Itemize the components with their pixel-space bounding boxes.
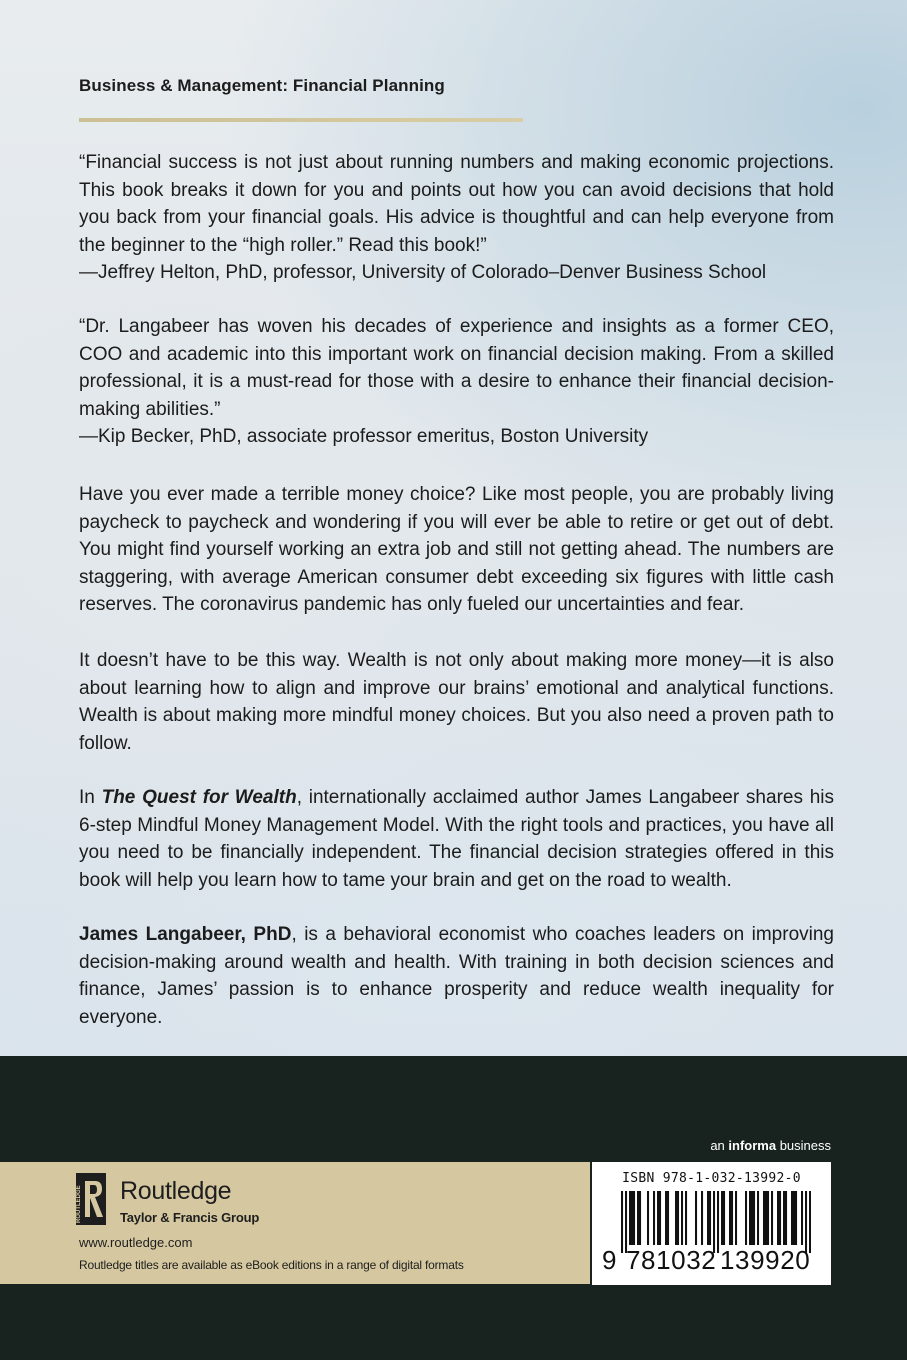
isbn-label: ISBN 978-1-032-13992-0 xyxy=(622,1171,801,1186)
description-paragraph-2 xyxy=(79,647,834,757)
text-prefix: In xyxy=(79,787,102,808)
gold-rule-divider xyxy=(79,118,523,122)
bio-text xyxy=(79,921,834,1031)
informa-business-tag xyxy=(710,1138,831,1153)
publisher-group: Taylor & Francis Group xyxy=(120,1210,260,1225)
barcode-bar xyxy=(631,1191,633,1245)
barcode-bar xyxy=(809,1191,811,1253)
author-name: James Langabeer, PhD xyxy=(79,924,292,945)
barcode-bar xyxy=(763,1191,765,1245)
barcode-bar xyxy=(777,1191,779,1245)
barcode-digits-right: 139920 xyxy=(720,1245,811,1275)
quote-attribution: —Jeffrey Helton, PhD, professor, University of Colorado–Denver Business School xyxy=(79,262,767,283)
barcode-bar xyxy=(765,1191,767,1245)
endorsement-quote-2 xyxy=(79,313,834,451)
subject-category: Business & Management: Financial Planning xyxy=(79,76,445,95)
publisher-url[interactable]: www.routledge.com xyxy=(79,1235,193,1250)
barcode-bar xyxy=(665,1191,667,1245)
description-paragraph-3 xyxy=(79,784,834,894)
barcode-bar xyxy=(701,1191,703,1245)
barcode-bars xyxy=(621,1191,811,1253)
informa-brand: informa xyxy=(728,1138,777,1153)
barcode-bar xyxy=(779,1191,781,1245)
barcode-bar xyxy=(731,1191,733,1245)
barcode-bar xyxy=(749,1191,751,1245)
barcode-bar xyxy=(653,1191,655,1245)
description-text xyxy=(79,784,834,894)
barcode-bar xyxy=(791,1191,793,1245)
barcode-bar xyxy=(639,1191,641,1245)
barcode-digit-first: 9 xyxy=(602,1245,617,1275)
barcode-bar xyxy=(709,1191,711,1245)
barcode-bar xyxy=(677,1191,679,1245)
barcode-bar xyxy=(685,1191,687,1245)
description-text: Have you ever made a terrible money choice? Like most people, you are probably living paycheck to paycheck and wondering if you will ever be able to retire or get out of debt. You might find yourself working an extra job and still not getting ahead. The numbers are staggering, with average American consumer debt exceeding six figures with little cash reserves. The coronavirus pandemic has only fueled our uncertainties and fear. xyxy=(79,484,834,615)
barcode-bar xyxy=(707,1191,709,1245)
quote-attribution: —Kip Becker, PhD, associate professor emeritus, Boston University xyxy=(79,426,649,447)
barcode-bar xyxy=(717,1191,719,1253)
routledge-r-logo-icon xyxy=(76,1173,106,1225)
barcode-bar xyxy=(793,1191,795,1245)
barcode-bar xyxy=(729,1191,731,1245)
barcode-bar xyxy=(801,1191,803,1245)
barcode-bar xyxy=(723,1191,725,1245)
barcode-bar xyxy=(767,1191,769,1245)
barcode-bar xyxy=(745,1191,747,1245)
barcode-digits xyxy=(592,1245,831,1275)
barcode-bar xyxy=(771,1191,773,1245)
barcode-digits-left: 781032 xyxy=(626,1245,717,1275)
book-title: The Quest for Wealth xyxy=(101,787,297,808)
barcode-bar xyxy=(681,1191,683,1245)
text-rest: , internationally acclaimed author James Langabeer shares his 6-step Mindful Money Management Model. With the right tools and practices, you have all you need to be financially independent. The financial decision strategies offered in this book will help you learn how to tame your brain and get on the road to wealth. xyxy=(79,787,834,891)
barcode-bar xyxy=(751,1191,753,1245)
author-bio xyxy=(79,921,834,1031)
description-text: It doesn’t have to be this way. Wealth is not only about making more money—it is also about learning how to align and improve our brains’ emotional and analytical functions. Wealth is about making more mindful money choices. But you also need a proven path to follow. xyxy=(79,650,834,754)
barcode-bar xyxy=(695,1191,697,1245)
barcode-bar xyxy=(659,1191,661,1245)
barcode-bar xyxy=(667,1191,669,1245)
barcode-bar xyxy=(633,1191,635,1245)
informa-suffix: business xyxy=(776,1138,831,1153)
barcode-bar xyxy=(735,1191,737,1245)
publisher-name: Routledge xyxy=(120,1177,232,1205)
description-paragraph-1 xyxy=(79,481,834,619)
barcode-bar xyxy=(657,1191,659,1245)
barcode-bar xyxy=(805,1191,807,1253)
endorsement-quote-1 xyxy=(79,149,834,287)
barcode-bar xyxy=(625,1191,627,1253)
barcode-bar xyxy=(721,1191,723,1245)
quote-text: “Financial success is not just about running numbers and making economic projections. This book breaks it down for you and points out how you can avoid decisions that hold you back from your financial goals. His advice is thoughtful and can help everyone from the beginner to the “high roller.” Read this book!” xyxy=(79,152,834,256)
routledge-logo-vertical-text: ROUTLEDGE xyxy=(76,1185,82,1223)
barcode-bar xyxy=(621,1191,623,1253)
barcode-bar xyxy=(795,1191,797,1245)
barcode-bar xyxy=(757,1191,759,1245)
barcode-bar xyxy=(637,1191,639,1245)
barcode-bar xyxy=(629,1191,631,1245)
isbn-barcode xyxy=(592,1162,831,1285)
barcode-bar xyxy=(783,1191,785,1245)
barcode-bar xyxy=(753,1191,755,1245)
bio-body: , is a behavioral economist who coaches leaders on improving decision-making around wealth and health. With training in both decision sciences and finance, James’ passion is to enhance prosperity and reduce wealth inequality for everyone. xyxy=(79,924,834,1028)
informa-prefix: an xyxy=(710,1138,729,1153)
quote-text: “Dr. Langabeer has woven his decades of experience and insights as a former CEO, COO and academic into this important work on financial decision making. From a skilled professional, it is a must-read for those with a desire to enhance their financial decision-making abilities.” xyxy=(79,316,834,420)
barcode-bar xyxy=(647,1191,649,1245)
barcode-bar xyxy=(785,1191,787,1245)
ebook-note: Routledge titles are available as eBook editions in a range of digital formats xyxy=(79,1258,464,1272)
barcode-bar xyxy=(675,1191,677,1245)
barcode-bar xyxy=(713,1191,715,1253)
